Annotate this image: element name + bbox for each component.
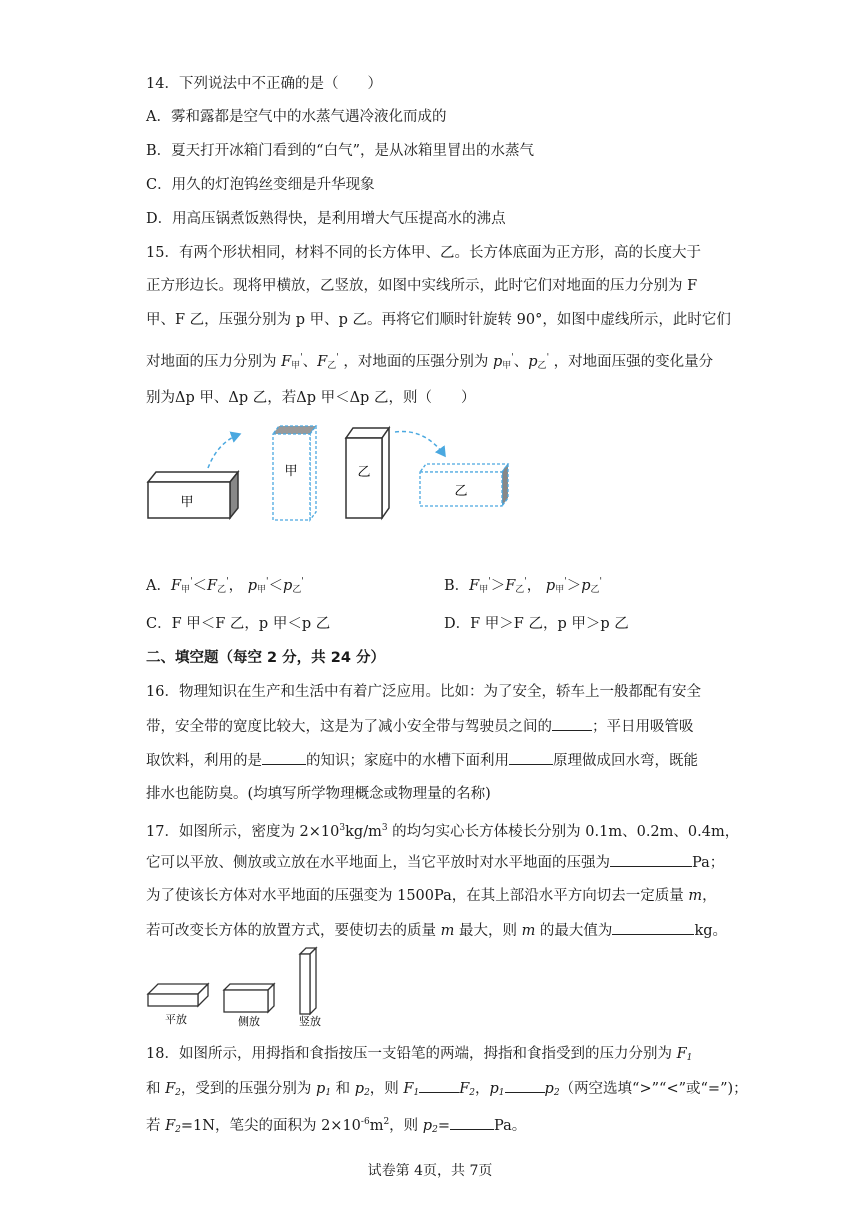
q18-line-2-part-c: 和 xyxy=(331,1081,355,1097)
q15-formula-pressures: $p_甲'$、$p_乙'$ xyxy=(492,353,550,371)
q18-line-2: 和 $F_2$，受到的压强分别为 $p_1$ 和 $p_2$，则 $F_1$ $F_2$，$p_1$ $p_2$（两空选填“>”“<”或“=”)； xyxy=(146,1078,748,1103)
q15-line-4-part-a: 对地面的压力分别为 xyxy=(146,354,277,370)
q17-blank-1[interactable] xyxy=(610,852,692,867)
rotation-arrow-yi xyxy=(395,432,445,457)
q18-line-3-part-c: m xyxy=(369,1118,384,1134)
q17-line-4-part-c: 的最大值为 xyxy=(535,923,613,939)
q18-line-1: 18．如图所示，用拇指和食指按压一支铅笔的两端，拇指和食指受到的压力分别为 $F_1$ xyxy=(146,1046,693,1063)
q15-line-2: 正方形边长。现将甲横放，乙竖放，如图中实线所示，此时它们对地面的压力分别为 F xyxy=(146,278,698,294)
block-jia-vertical-dashed xyxy=(273,426,316,520)
q17-line-4: 若可改变长方体的放置方式，要使切去的质量 m 最大，则 m 的最大值为 kg。 xyxy=(146,920,727,941)
q16-line-4: 排水也能防臭。(均填写所学物理概念或物理量的名称) xyxy=(146,786,491,802)
q15-line-4-part-b: ，对地面的压强分别为 xyxy=(343,354,489,370)
q17-line-1: 17．如图所示，密度为 $2\times 10^3kg/m^3$ 的均匀实心长方体棱长分别为 0.1m、0.2m、0.4m， xyxy=(146,823,740,840)
q17-line-2-part-b: Pa； xyxy=(692,855,725,871)
q15-line-4 xyxy=(146,348,713,376)
q17-line-3-part-a: 为了使该长方体对水平地面的压强变为 1500Pa，在其上部沿水平方向切去一定质量 xyxy=(146,888,689,904)
block-side xyxy=(224,984,274,1028)
q15-line-1: 15．有两个形状相同，材料不同的长方体甲、乙。长方体底面为正方形，高的长度大于 xyxy=(146,245,701,261)
q18-line-1-part-a: 18．如图所示，用拇指和食指按压一支铅笔的两端，拇指和食指受到的压力分别为 xyxy=(146,1046,677,1062)
q18-line-3-part-f: Pa。 xyxy=(493,1118,527,1134)
q17-figure xyxy=(140,944,340,1028)
q14-option-a: A．雾和露都是空气中的水蒸气遇冷液化而成的 xyxy=(146,109,447,125)
q16-line-2 xyxy=(146,716,694,737)
q16-line-1: 16．物理知识在生产和生活中有着广泛应用。比如：为了安全，轿车上一般都配有安全 xyxy=(146,684,701,700)
q15-option-a: A．$F_甲'<F_乙'$， $p_甲'<p_乙'$ xyxy=(146,577,304,595)
q17-line-4-part-b: 最大，则 xyxy=(454,923,522,939)
q18-line-2-part-a: 和 xyxy=(146,1081,166,1097)
q14-option-c: C．用久的灯泡钨丝变细是升华现象 xyxy=(146,177,375,193)
q18-blank-1[interactable] xyxy=(419,1078,459,1093)
q18-line-2-part-d: ，则 xyxy=(369,1081,404,1097)
q17-line-1-part-c: 的均匀实心长方体棱长分别为 0.1m、0.2m、0.4m， xyxy=(387,824,740,840)
q18-blank-2[interactable] xyxy=(505,1078,545,1093)
q17-line-4-part-d: kg。 xyxy=(694,923,728,939)
block-flat xyxy=(148,984,208,1026)
section-title-fill-blank: 二、填空题（每空 2 分，共 24 分） xyxy=(146,650,385,666)
q16-blank-1[interactable] xyxy=(552,716,592,731)
q16-line-3-part-b: 的知识；家庭中的水槽下面利用 xyxy=(306,753,509,769)
label-yi-rotated: 乙 xyxy=(454,484,468,499)
q16-blank-2[interactable] xyxy=(262,750,306,765)
q17-line-2 xyxy=(146,852,724,873)
q16-line-3 xyxy=(146,750,698,771)
q17-line-3: 为了使该长方体对水平地面的压强变为 1500Pa，在其上部沿水平方向切去一定质量 m， xyxy=(146,888,717,904)
label-yi: 乙 xyxy=(357,465,371,480)
block-yi-horizontal-dashed xyxy=(420,464,508,506)
q17-line-1-part-a: 17．如图所示，密度为 2×10 xyxy=(146,824,340,840)
q18-blank-3[interactable] xyxy=(450,1115,494,1130)
q14-stem: 14．下列说法中不正确的是（ ） xyxy=(146,76,382,92)
label-side: 侧放 xyxy=(238,1015,260,1028)
q18-line-3: 若 $F_2=1N$，笔尖的面积为 $2\times 10^{-6}m^2$，则 $p_2= Pa$。 xyxy=(146,1117,527,1135)
q15-option-d: D．F 甲＞F 乙，p 甲＞p 乙 xyxy=(444,616,629,632)
q16-line-3-part-c: 原理做成回水弯，既能 xyxy=(553,753,698,769)
q17-line-4-part-a: 若可改变长方体的放置方式，要使切去的质量 xyxy=(146,923,441,939)
label-jia-rotated: 甲 xyxy=(284,464,298,479)
q18-line-3-part-a: 若 xyxy=(146,1118,166,1134)
q18-line-2-part-e: （两空选填“>”“<”或“=”)； xyxy=(559,1081,748,1097)
block-upright xyxy=(299,948,321,1028)
block-yi-vertical xyxy=(346,428,389,518)
q16-line-3-part-a: 取饮料，利用的是 xyxy=(146,753,262,769)
label-upright: 竖放 xyxy=(299,1015,321,1028)
q18-line-2-part-b: ，受到的压强分别为 xyxy=(180,1081,317,1097)
q15-line-4-part-c: ，对地面压强的变化量分 xyxy=(553,354,714,370)
q16-blank-3[interactable] xyxy=(509,750,553,765)
q15-option-c: C．F 甲＜F 乙，p 甲＜p 乙 xyxy=(146,616,331,632)
q14-option-d: D．用高压锅煮饭熟得快，是利用增大气压提高水的沸点 xyxy=(146,211,506,227)
q15-line-3: 甲、F 乙，压强分别为 p 甲、p 乙。再将它们顺时针旋转 90°，如图中虚线所示，此时它们 xyxy=(146,312,731,328)
q15-line-5: 别为Δp 甲、Δp 乙，若Δp 甲＜Δp 乙，则（ ） xyxy=(146,390,476,406)
q18-line-3-part-b: =1N，笔尖的面积为 2×10 xyxy=(180,1118,361,1134)
rotation-arrow-jia xyxy=(208,434,240,468)
q17-line-3-part-b: ， xyxy=(702,888,717,904)
q16-line-2-part-b: ；平日用吸管吸 xyxy=(592,719,694,735)
label-flat: 平放 xyxy=(165,1013,187,1026)
q18-line-3-part-d: ，则 xyxy=(389,1118,423,1134)
q17-blank-2[interactable] xyxy=(612,920,694,935)
q18-line-3-part-e: = xyxy=(437,1118,450,1134)
q14-option-b: B．夏天打开冰箱门看到的“白气”，是从冰箱里冒出的水蒸气 xyxy=(146,143,534,159)
q15-option-b: B．$F_甲'>F_乙'$， $p_甲'>p_乙'$ xyxy=(444,577,602,595)
q17-line-2-part-a: 它可以平放、侧放或立放在水平地面上，当它平放时对水平地面的压强为 xyxy=(146,855,610,871)
q17-line-1-part-b: kg/m xyxy=(345,824,382,840)
block-jia-horizontal xyxy=(148,472,238,518)
q15-figure xyxy=(140,420,530,530)
label-jia: 甲 xyxy=(180,495,194,510)
page-footer: 试卷第 4页，共 7页 xyxy=(367,1163,493,1179)
q16-line-2-part-a: 带，安全带的宽度比较大，这是为了减小安全带与驾驶员之间的 xyxy=(146,719,552,735)
q15-formula-forces: $F_甲'$、$F_乙'$ xyxy=(281,353,339,371)
